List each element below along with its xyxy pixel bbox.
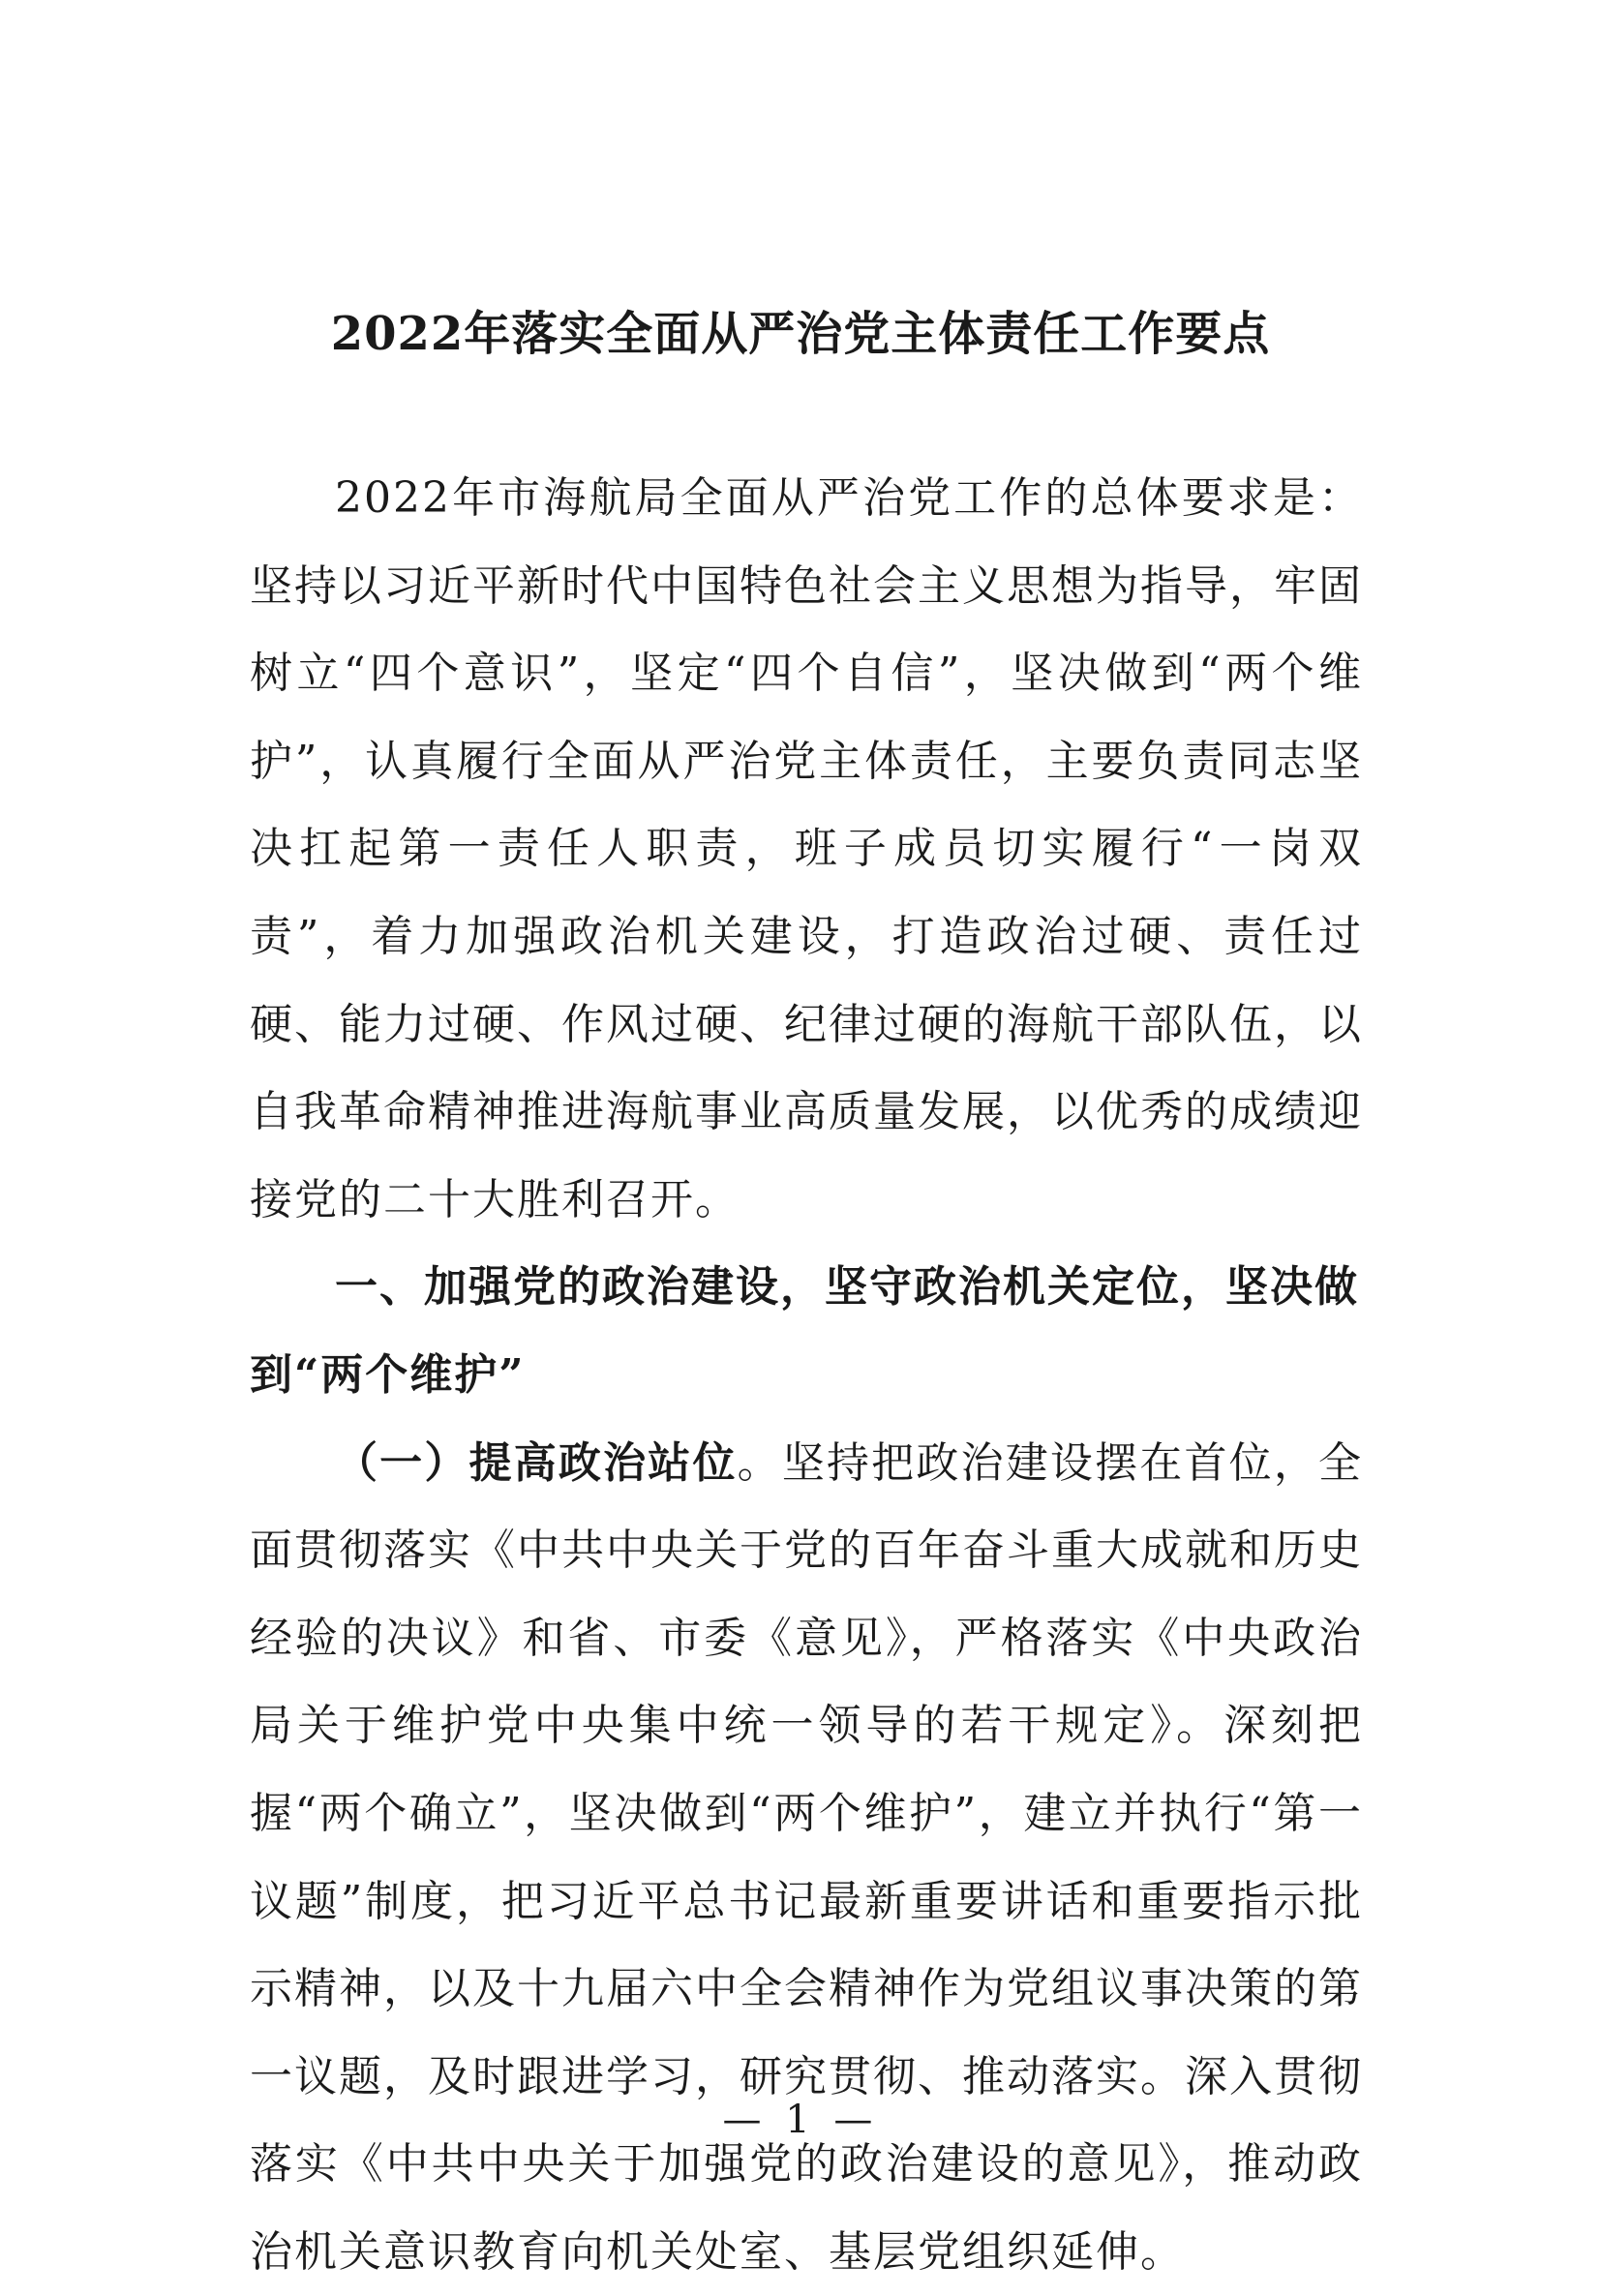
document-title: 2022年落实全面从严治党主体责任工作要点 [330, 307, 1271, 361]
intro-paragraph: 2022年市海航局全面从严治党工作的总体要求是：坚持以习近平新时代中国特色社会主义思想为指导，牢固树立“四个意识”，坚定“四个自信”，坚决做到“两个维护”，认真履行全面从严治党主体责任，主要负责同志坚决扛起第一责任人职责，班子成员切实履行“一岗双责”，着力加强政治机关建设，打造政治过硬、责任过硬、能力过硬、作风过硬、纪律过硬的海航干部队伍，以自我革命精神推进海航事业高质量发展，以优秀的成绩迎接党的二十大胜利召开。 [250, 473, 1364, 1224]
item-lead: （一）提高政治站位 [335, 1437, 738, 1488]
section-item-paragraph [250, 1420, 1363, 2296]
item-text: 。坚持把政治建设摆在首位，全面贯彻落实《中共中央关于党的百年奋斗重大成就和历史经验的决议》和省、市委《意见》，严格落实《中央政治局关于维护党中央集中统一领导的若干规定》。深刻把握“两个确立”，坚决做到“两个维护”，建立并执行“第一议题”制度，把习近平总书记最新重要讲话和重要指示批示精神，以及十九届六中全会精神作为党组议事决策的第一议题，及时跟进学习，研究贯彻、推动落实。深入贯彻落实《中共中央关于加强党的政治建设的意见》，推动政治机关意识教育向机关处室、基层党组织延伸。 [250, 1437, 1364, 2277]
page-number: — 1 — [722, 2098, 879, 2142]
document-body [250, 455, 1363, 2296]
section-heading: 一、加强党的政治建设，坚守政治机关定位，坚决做到“两个维护” [250, 1262, 1359, 1400]
